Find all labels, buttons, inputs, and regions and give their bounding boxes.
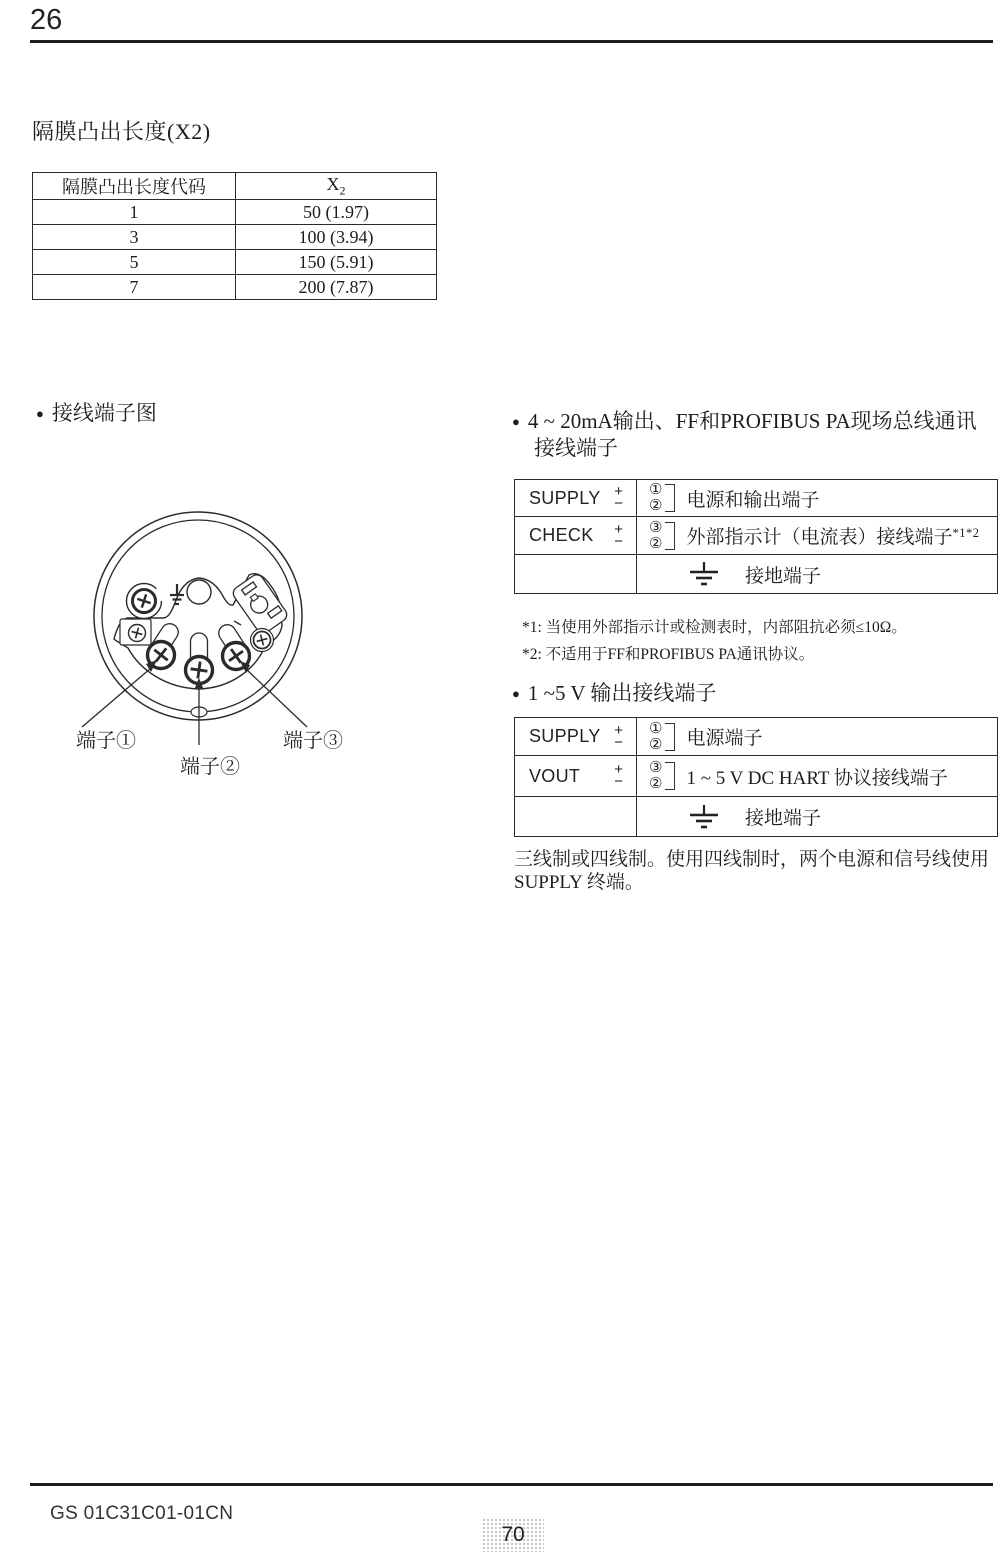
ground-screw xyxy=(127,584,162,619)
center-hole xyxy=(187,580,211,604)
plus-sign: + xyxy=(614,721,623,739)
paragraph-line2: SUPPLY 终端。 xyxy=(514,872,644,893)
voltage-terminal-table xyxy=(514,717,998,837)
terminal-desc-cell xyxy=(637,480,997,516)
code-cell: 3 xyxy=(33,225,236,250)
ground-cell xyxy=(637,554,997,593)
note-2: *2: 不适用于FF和PROFIBUS PA通讯协议。 xyxy=(522,646,815,663)
chapter-number: 26 xyxy=(30,4,63,36)
pin-numbers xyxy=(649,760,662,792)
pin-top: ① xyxy=(649,482,663,498)
ground-cell xyxy=(637,796,997,836)
heading-analog-output xyxy=(512,408,977,462)
section-title-diaphragm: 隔膜凸出长度(X2) xyxy=(32,119,211,144)
ground-desc: 接地端子 xyxy=(745,808,822,829)
page-number-badge: 70 xyxy=(482,1518,544,1552)
pin-bottom: ② xyxy=(649,736,663,753)
minus-sign: − xyxy=(614,733,623,751)
terminal-name-cell-empty xyxy=(515,796,637,836)
terminal-name: SUPPLY xyxy=(529,487,601,508)
terminal-name: VOUT xyxy=(529,765,581,786)
terminal-name-cell xyxy=(515,718,637,755)
plus-sign: + xyxy=(614,520,623,538)
terminal-3-label: 端子③ xyxy=(283,730,343,752)
polarity-signs xyxy=(614,520,623,550)
plus-sign: + xyxy=(614,761,623,778)
table-row xyxy=(33,225,437,250)
footer-rule xyxy=(30,1483,993,1486)
minus-sign: − xyxy=(614,773,623,790)
pin-bracket xyxy=(665,484,675,512)
x2-cell: 50 (1.97) xyxy=(236,200,437,225)
analog-notes xyxy=(522,614,907,668)
terminal-name-cell xyxy=(515,755,637,796)
minus-sign: − xyxy=(614,532,623,550)
table-row xyxy=(33,275,437,300)
pin-numbers xyxy=(649,721,662,753)
pin-numbers xyxy=(649,520,662,552)
pin-top: ③ xyxy=(649,519,663,536)
pin-top: ③ xyxy=(649,760,663,776)
heading-wiring-diagram xyxy=(36,400,157,427)
bullet-icon: ● xyxy=(512,414,520,429)
plus-sign: + xyxy=(614,483,623,500)
terminal-2-label: 端子② xyxy=(180,756,240,778)
pin-bottom: ② xyxy=(649,498,663,514)
pin-numbers xyxy=(649,482,662,514)
ground-icon xyxy=(687,803,721,831)
code-cell: 1 xyxy=(33,200,236,225)
col-header-x2: $X_2$ xyxy=(236,173,437,200)
polarity-signs xyxy=(614,483,623,512)
table-header-row xyxy=(33,173,437,200)
heading-text: 1 ~5 V 输出接线端子 xyxy=(527,681,717,705)
pin-top: ① xyxy=(649,720,663,737)
table-row xyxy=(33,250,437,275)
pin-bracket xyxy=(665,723,675,751)
ground-desc: 接地端子 xyxy=(745,565,822,587)
side-screw-left xyxy=(129,625,146,642)
heading-text-line2: 接线端子 xyxy=(534,436,618,460)
polarity-signs xyxy=(614,721,623,751)
bullet-icon: ● xyxy=(36,406,44,421)
diaphragm-length-table xyxy=(32,172,437,300)
col-header-code: 隔膜凸出长度代码 xyxy=(33,173,236,200)
pin-bracket xyxy=(665,762,675,790)
bullet-icon: ● xyxy=(512,686,520,701)
terminal-desc-cell xyxy=(637,755,997,796)
terminal-desc: 1 ~ 5 V DC HART 协议接线端子 xyxy=(686,767,948,789)
terminal-desc: 电源和输出端子 xyxy=(686,489,820,511)
terminal-name-cell xyxy=(515,516,637,554)
heading-voltage-output xyxy=(512,680,716,707)
code-cell: 5 xyxy=(33,250,236,275)
x2-cell: 200 (7.87) xyxy=(236,275,437,300)
terminal-name: CHECK xyxy=(529,525,594,545)
x2-cell: 150 (5.91) xyxy=(236,250,437,275)
table-row xyxy=(33,200,437,225)
header-rule xyxy=(30,40,993,43)
x2-cell: 100 (3.94) xyxy=(236,225,437,250)
pin-bracket xyxy=(665,522,675,550)
note-reference: *1*2 xyxy=(952,526,980,540)
terminal-desc: 电源端子 xyxy=(686,728,763,749)
terminal-desc-cell xyxy=(637,718,997,755)
side-screw-right xyxy=(251,629,274,652)
ground-icon xyxy=(687,560,721,588)
minus-sign: − xyxy=(614,495,623,512)
analog-terminal-table xyxy=(514,479,998,594)
terminal-name-cell xyxy=(515,480,637,516)
terminal-name: SUPPLY xyxy=(529,726,601,746)
heading-text-line1: 4 ~ 20mA输出、FF和PROFIBUS PA现场总线通讯 xyxy=(527,409,977,433)
polarity-signs xyxy=(614,761,623,790)
heading-text: 接线端子图 xyxy=(51,401,157,425)
pin-bottom: ② xyxy=(649,535,663,552)
terminal-head-diagram xyxy=(60,500,350,755)
terminal-desc: 外部指示计（电流表）接线端子$^{*1*2}$ xyxy=(686,526,980,548)
terminal-1-label: 端子① xyxy=(76,730,136,752)
document-number: GS 01C31C01-01CN xyxy=(50,1503,234,1524)
pin-bottom: ② xyxy=(649,776,663,792)
terminal-name-cell-empty xyxy=(515,554,637,593)
wiring-note-paragraph xyxy=(514,848,1000,894)
note-1: *1: 当使用外部指示计或检测表时，内部阻抗必须≤10Ω。 xyxy=(522,619,907,636)
code-cell: 7 xyxy=(33,275,236,300)
terminal-desc-cell xyxy=(637,516,997,554)
paragraph-line1: 三线制或四线制。使用四线制时，两个电源和信号线使用 xyxy=(514,849,990,870)
